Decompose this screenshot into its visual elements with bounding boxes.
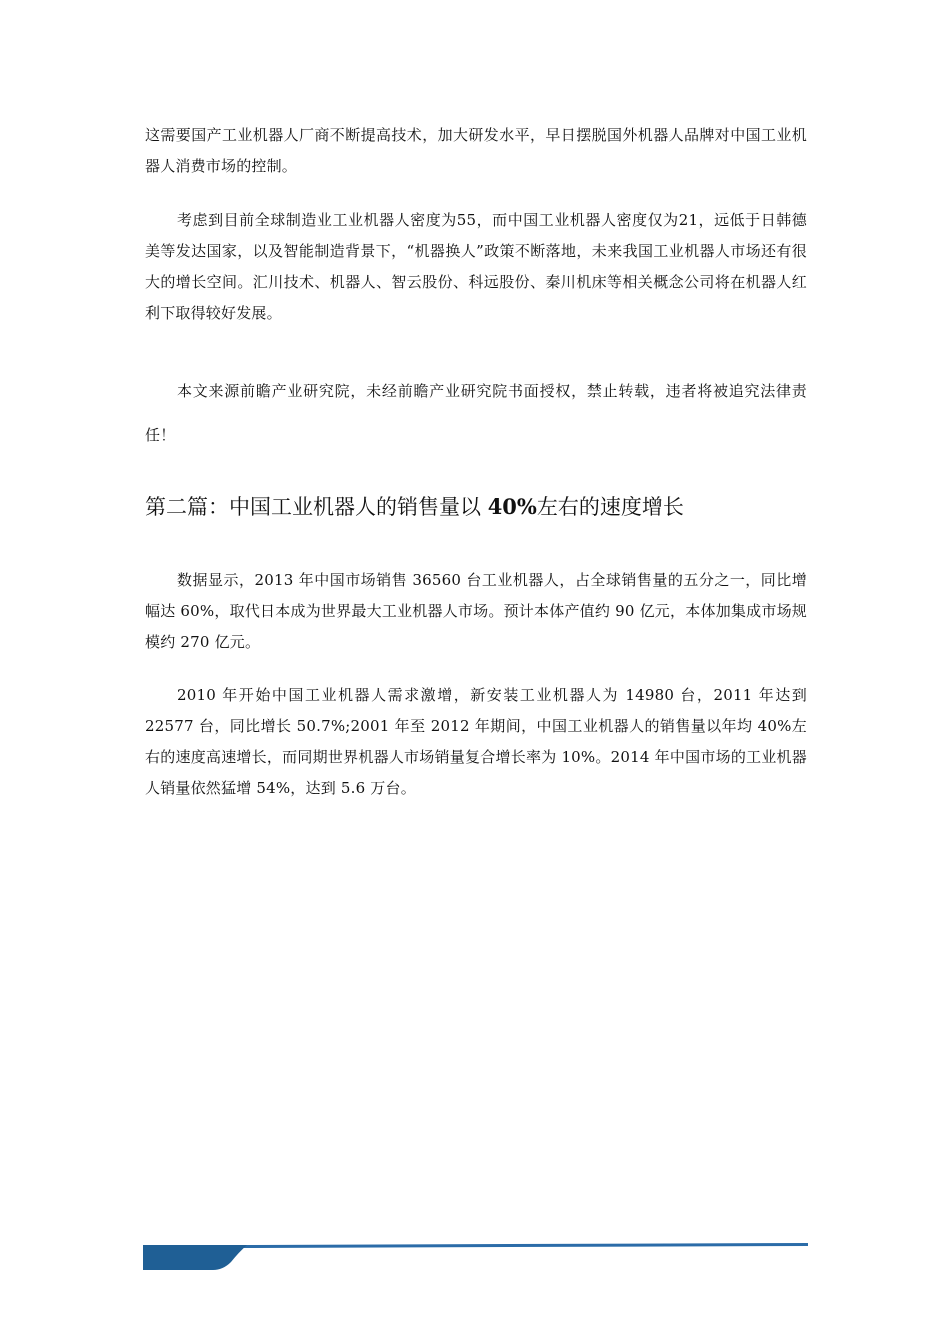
paragraph-robot-density: 考虑到目前全球制造业工业机器人密度为55，而中国工业机器人密度仅为21，远低于日韩德美等发达国家，以及智能制造背景下，“机器换人”政策不断落地，未来我国工业机器人市场还有很大的增长空间。汇川技术、机器人、智云股份、科远股份、秦川机床等相关概念公司将在机器人红利下取得较好发展。 [145, 211, 807, 322]
heading-prefix: 第二篇：中国工业机器人的销售量以 [145, 495, 488, 519]
footer-bar-block [143, 1245, 247, 1270]
paragraph-2013-sales: 数据显示，2013 年中国市场销售 36560 台工业机器人，占全球销售量的五分之一，同比增幅达 60%，取代日本成为世界最大工业机器人市场。预计本体产值约 90 亿元，本体加集成市场规模约 270 亿元。 [145, 571, 807, 651]
paragraph-copyright-notice: 本文来源前瞻产业研究院，未经前瞻产业研究院书面授权，禁止转载，违者将被追究法律责任！ [145, 382, 807, 444]
section-heading [145, 492, 807, 522]
footer-decoration-bar [143, 1240, 808, 1272]
paragraph-growth-history: 2010 年开始中国工业机器人需求激增，新安装工业机器人为 14980 台，2011 年达到 22577 台，同比增长 50.7%;2001 年至 2012 年期间，中国工业机器人的销售量以年均 40%左右的速度高速增长，而同期世界机器人市场销量复合增长率为 10%。2014 年中国市场的工业机器人销量依然猛增 54%，达到 5.6 万台。 [145, 686, 807, 797]
paragraph-domestic-manufacturers: 这需要国产工业机器人厂商不断提高技术，加大研发水平，早日摆脱国外机器人品牌对中国工业机器人消费市场的控制。 [145, 126, 807, 175]
heading-highlight: 40% [487, 494, 537, 519]
heading-suffix: 左右的速度增长 [536, 495, 684, 519]
footer-bar-line [243, 1243, 808, 1248]
